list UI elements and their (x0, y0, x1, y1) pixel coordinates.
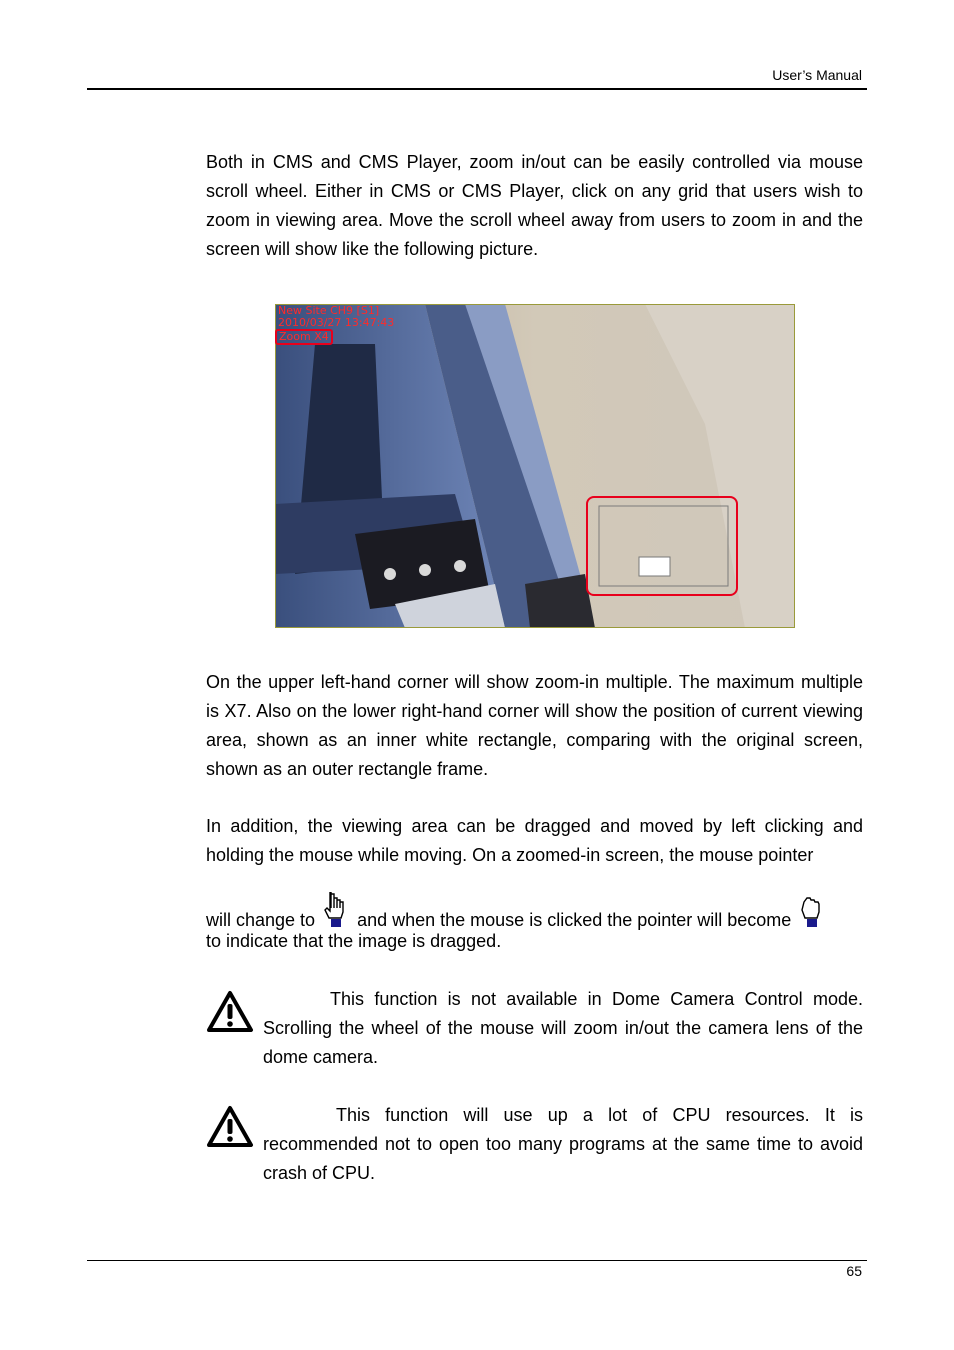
warning-icon (206, 1105, 254, 1149)
corner-paragraph: On the upper left-hand corner will show zoom-in multiple. The maximum multiple is X7. Also on the lower right-hand corner will show the position of current viewing area, shown as an inner white rectangle, comparing with the original screen, shown as an outer rectangle frame. (206, 672, 863, 779)
zoom-label: Zoom X4 (275, 329, 333, 345)
note-cpu-resources-text: This function will use up a lot of CPU resources. It is recommended not to open too many programs at the same time to avoid crash of CPU. (263, 1105, 863, 1183)
viewing-area-rectangle (639, 557, 670, 576)
camera-image (275, 304, 795, 628)
drag-text-1: will change to (206, 910, 316, 930)
drag-paragraph: In addition, the viewing area can be dragged and moved by left clicking and holding the mouse while moving. On a zoomed-in screen, the mouse pointer (206, 816, 863, 865)
intro-paragraph: Both in CMS and CMS Player, zoom in/out can be easily controlled via mouse scroll wheel. Either in CMS or CMS Player, click on any grid that users wish to zoom in viewing area. Move the scroll wheel away from users to zoom in and the screen will show like the following picture. (206, 152, 863, 259)
footer-rule (87, 1260, 867, 1261)
zoomed-camera-screenshot (275, 304, 795, 628)
open-hand-icon (323, 890, 349, 928)
header-rule (87, 88, 867, 90)
header-title: User’s Manual (772, 67, 862, 83)
warning-icon (206, 990, 254, 1034)
drag-paragraph-end: to indicate that the image is dragged. (206, 931, 502, 951)
note-dome-camera-text: This function is not available in Dome Camera Control mode. Scrolling the wheel of the mouse will zoom in/out the camera lens of the dome camera. (263, 989, 863, 1067)
grab-hand-icon (799, 890, 825, 928)
page-number: 65 (846, 1263, 862, 1279)
overlay-site-channel: New Site CH9 [S1] (278, 304, 380, 317)
drag-text-2: and when the mouse is clicked the pointer will become (357, 910, 792, 930)
overlay-timestamp: 2010/03/27 13:47:43 (278, 316, 395, 329)
